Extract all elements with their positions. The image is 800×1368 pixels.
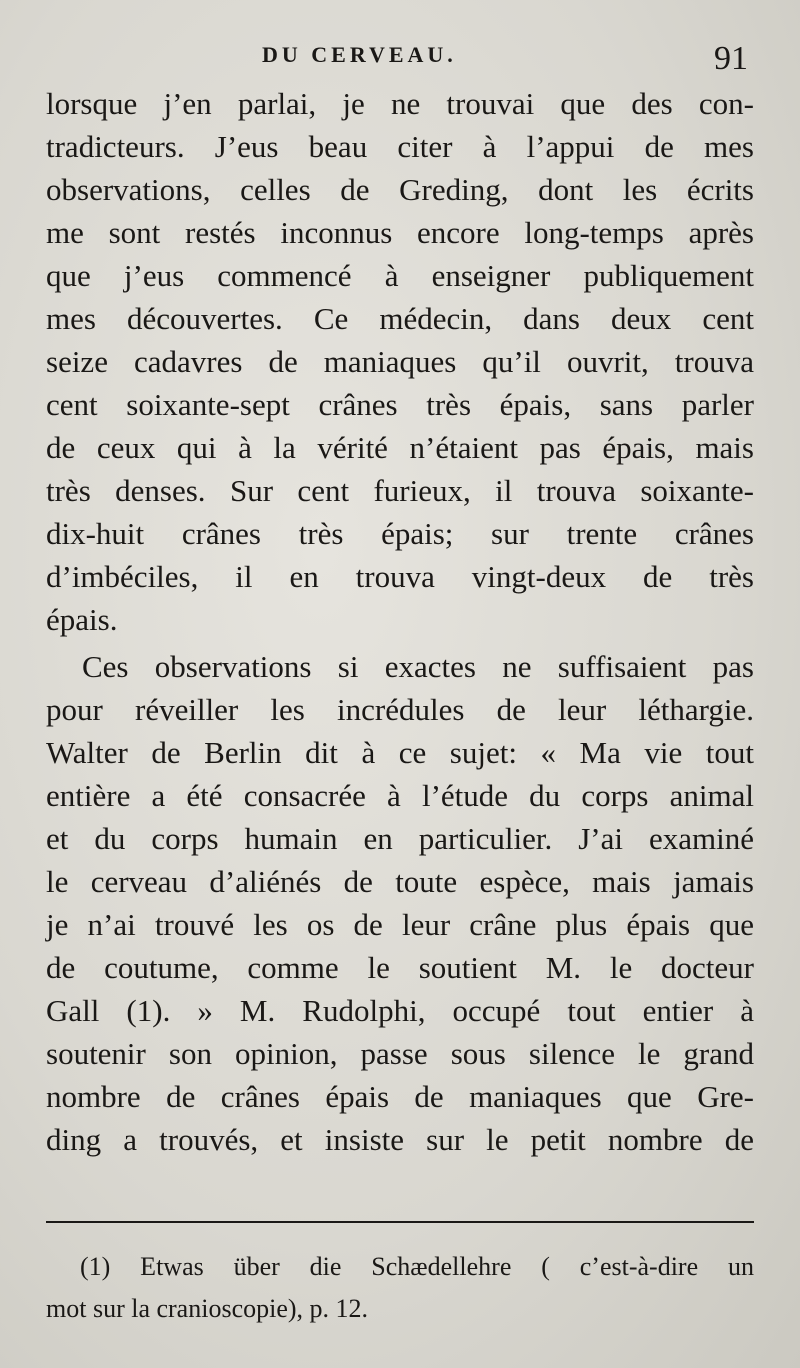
paragraph-1 xyxy=(46,82,754,641)
footnote-divider xyxy=(46,1221,754,1223)
text-line: je n’ai trouvé les os de leur crâne plus épais que xyxy=(46,907,754,942)
text-line: entière a été consacrée à l’étude du corps animal xyxy=(46,778,754,813)
text-line: le cerveau d’aliénés de toute espèce, mais jamais xyxy=(46,864,754,899)
footnote-line: (1) Etwas über die Schædellehre ( c’est-à-dire un xyxy=(80,1252,754,1281)
running-title: DU CERVEAU. xyxy=(262,42,457,67)
page-header xyxy=(0,40,800,80)
body-text xyxy=(46,82,754,1161)
text-line: pour réveiller les incrédules de leur léthargie. xyxy=(46,692,754,727)
text-line: de ceux qui à la vérité n’étaient pas épais, mais xyxy=(46,430,754,465)
text-line: d’imbéciles, il en trouva vingt-deux de très xyxy=(46,559,754,594)
text-line: mes découvertes. Ce médecin, dans deux cent xyxy=(46,301,754,336)
text-line: tradicteurs. J’eus beau citer à l’appui de mes xyxy=(46,129,754,164)
paragraph-2 xyxy=(46,645,754,1161)
text-line: ding a trouvés, et insiste sur le petit nombre de xyxy=(46,1122,754,1157)
text-line: Walter de Berlin dit à ce sujet: « Ma vie tout xyxy=(46,735,754,770)
footnote xyxy=(46,1246,754,1330)
text-line: et du corps humain en particulier. J’ai examiné xyxy=(46,821,754,856)
text-line: très denses. Sur cent furieux, il trouva soixante- xyxy=(46,473,754,508)
text-line: seize cadavres de maniaques qu’il ouvrit, trouva xyxy=(46,344,754,379)
text-line: dix-huit crânes très épais; sur trente crânes xyxy=(46,516,754,551)
text-line: Ces observations si exactes ne suffisaient pas xyxy=(82,649,754,684)
text-line: observations, celles de Greding, dont les écrits xyxy=(46,172,754,207)
text-line: nombre de crânes épais de maniaques que Gre- xyxy=(46,1079,754,1114)
text-line: soutenir son opinion, passe sous silence le grand xyxy=(46,1036,754,1071)
text-line: cent soixante-sept crânes très épais, sans parler xyxy=(46,387,754,422)
footnote-line: mot sur la cranioscopie), p. 12. xyxy=(46,1294,369,1323)
text-line: lorsque j’en parlai, je ne trouvai que des con- xyxy=(46,86,754,121)
text-line: me sont restés inconnus encore long-temps après xyxy=(46,215,754,250)
text-line: épais. xyxy=(46,602,118,637)
text-line: Gall (1). » M. Rudolphi, occupé tout entier à xyxy=(46,993,754,1028)
text-line: que j’eus commencé à enseigner publiquement xyxy=(46,258,754,293)
text-line: de coutume, comme le soutient M. le docteur xyxy=(46,950,754,985)
page-number: 91 xyxy=(714,40,748,77)
